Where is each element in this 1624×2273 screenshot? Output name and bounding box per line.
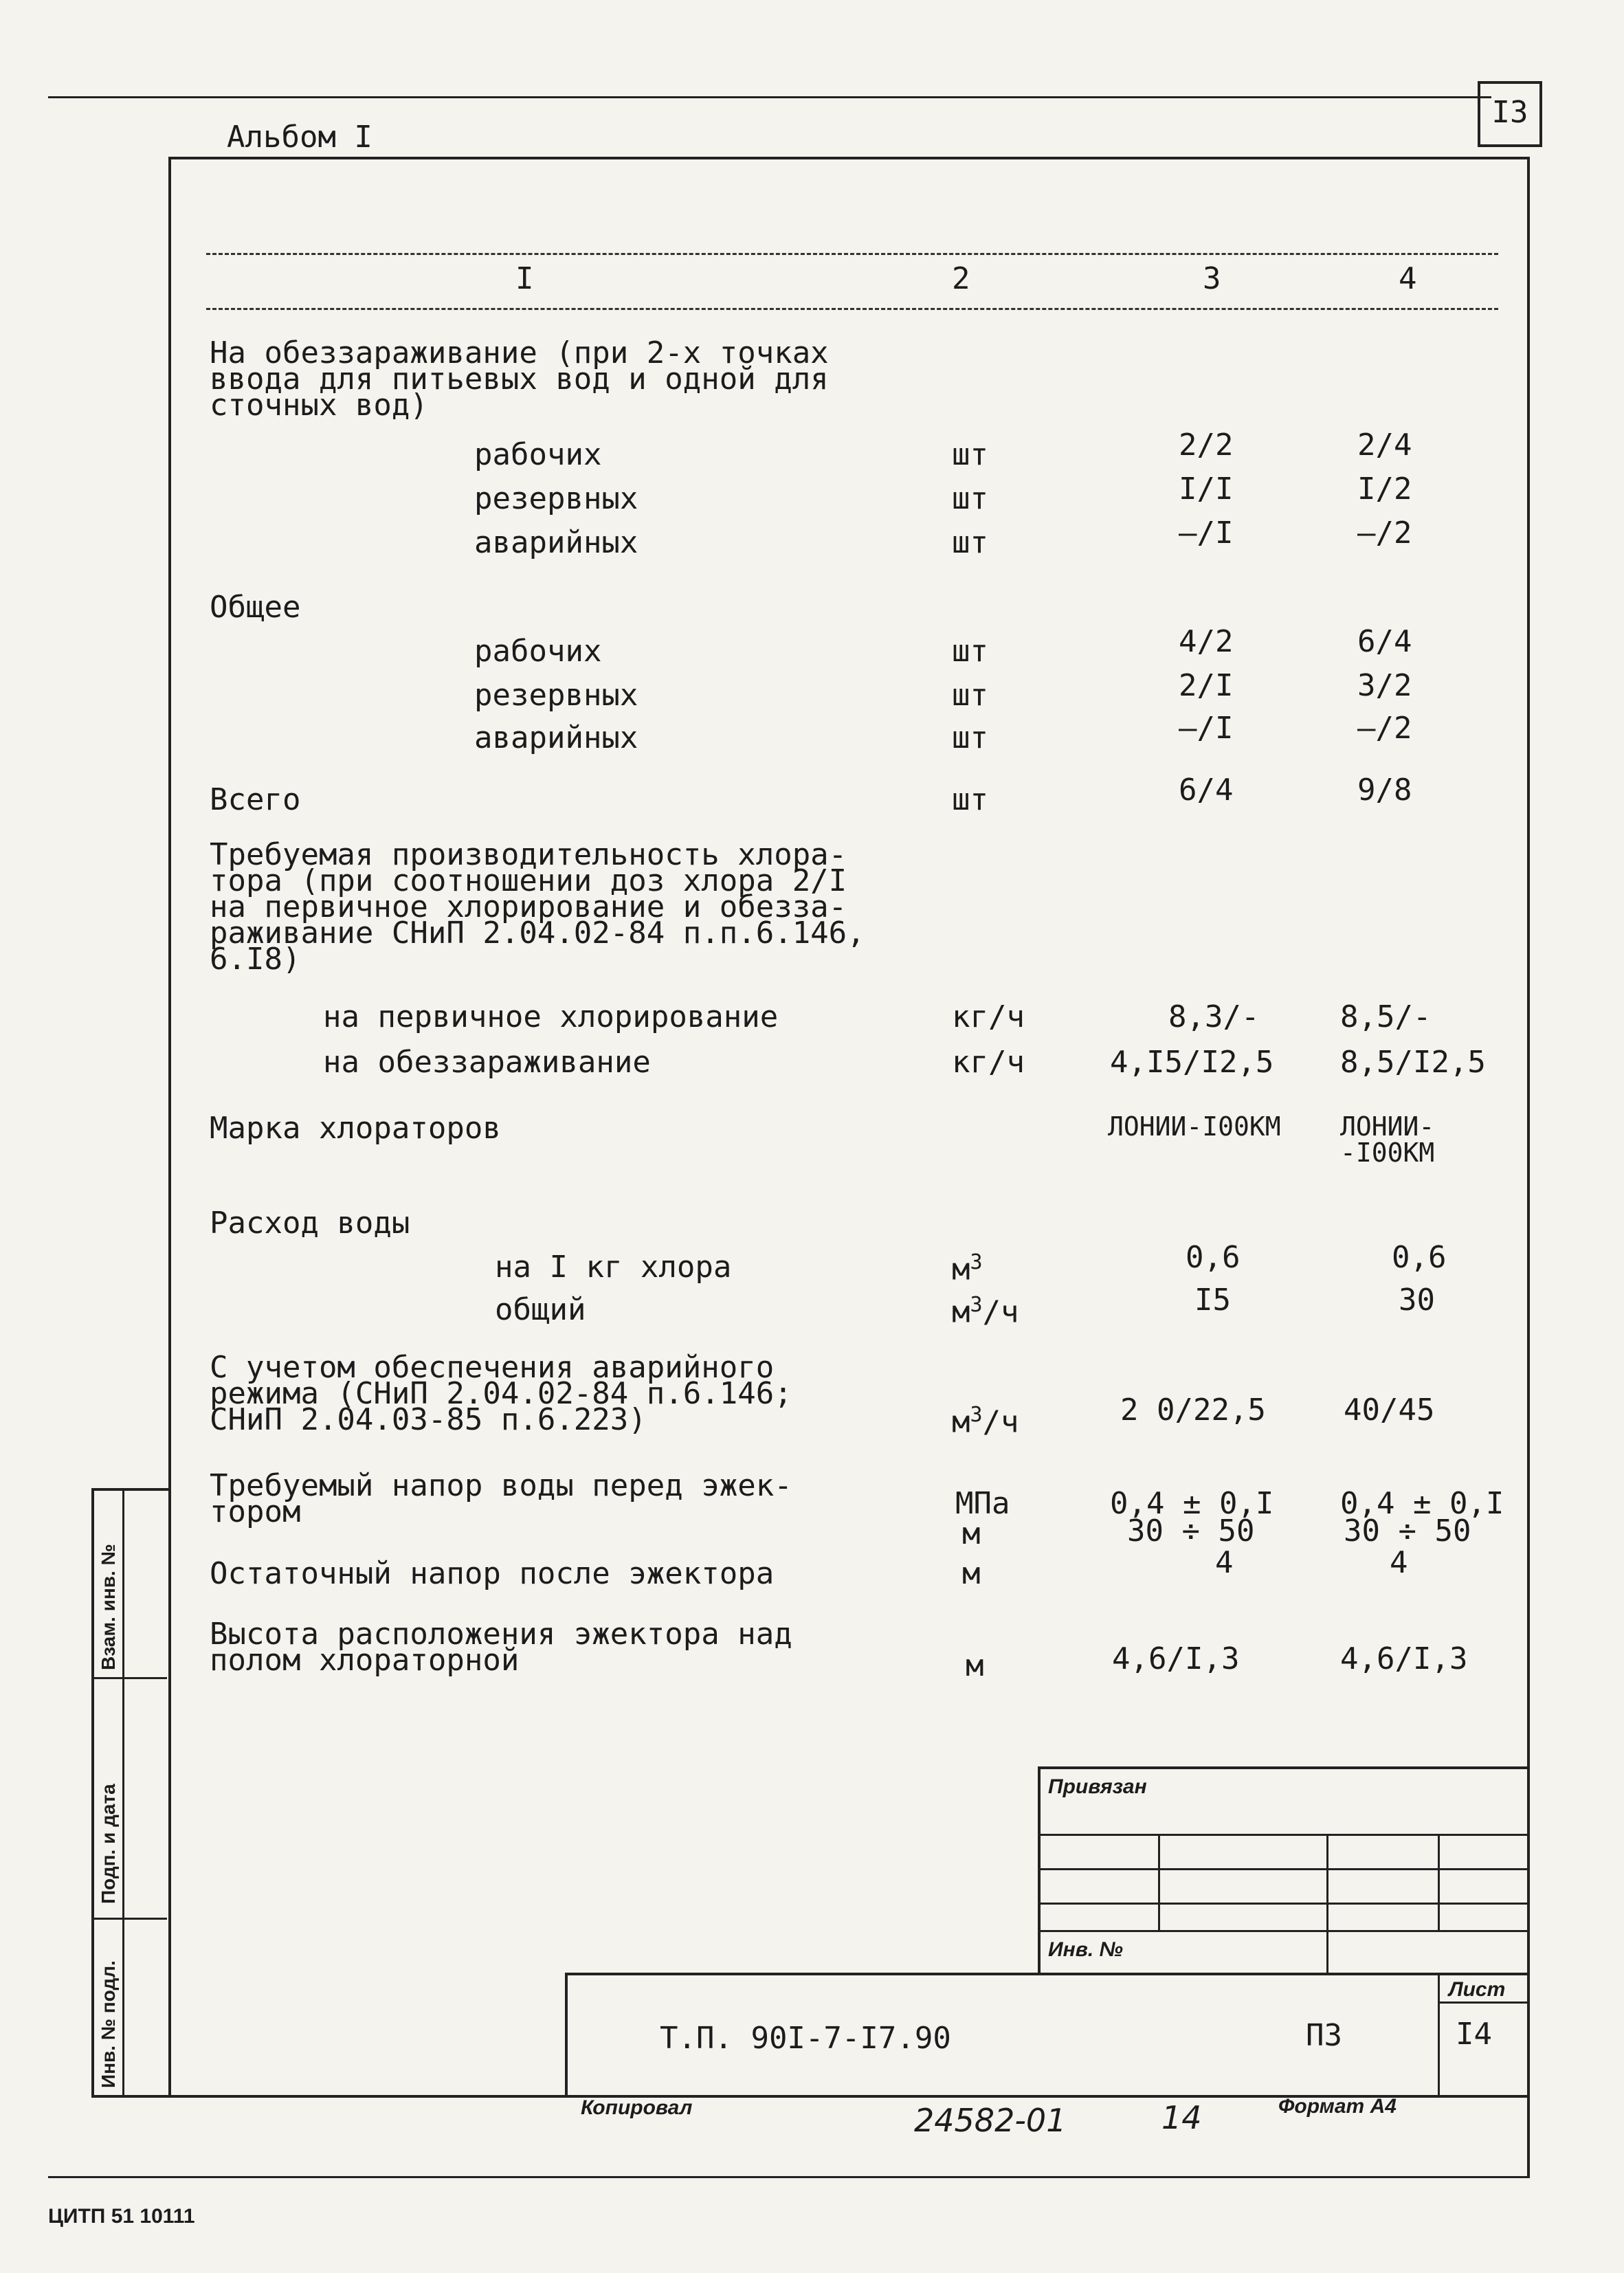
residual-head-title: Остаточный напор после эжектора	[210, 1556, 775, 1591]
row-label: рабочих	[474, 437, 602, 472]
required-head-title-2: тором	[210, 1494, 301, 1529]
col-header-1: I	[515, 261, 534, 296]
row-value-c3: 4/2	[1179, 624, 1234, 659]
total-unit: шт	[952, 782, 988, 817]
required-head-c4-line2: 30 ÷ 50	[1344, 1514, 1471, 1549]
ejector-height-title-1: Высота расположения эжектора над	[210, 1617, 792, 1652]
required-head-unit-1: МПа	[955, 1486, 1010, 1521]
album-label: Альбом I	[227, 120, 372, 155]
required-head-unit-2: м	[962, 1516, 981, 1551]
row-value-c4: 8,5/I2,5	[1340, 1045, 1486, 1080]
chlorinator-model-c3: ЛОНИИ-I00КМ	[1108, 1111, 1281, 1142]
emergency-value-c4: 40/45	[1344, 1393, 1435, 1428]
row-label: на первичное хлорирование	[323, 999, 779, 1034]
section-disinfection-title-2: ввода для питьевых вод и одной для	[210, 362, 829, 397]
row-unit: $м^3$	[952, 1250, 983, 1287]
row-value-c4: 2/4	[1357, 428, 1412, 463]
printer-mark: ЦИТП 51 10111	[48, 2205, 195, 2228]
side-stamp-sign-date: Подп. и дата	[98, 1784, 119, 1904]
row-value-c3: –/I	[1179, 515, 1234, 551]
residual-head-c4: 4	[1390, 1545, 1408, 1580]
emergency-title-2: режима (СНиП 2.04.02-84 п.6.146;	[210, 1376, 792, 1411]
row-unit: шт	[952, 634, 988, 669]
ejector-height-c4: 4,6/I,3	[1340, 1641, 1468, 1676]
binding-col-line-2	[1326, 1834, 1328, 1973]
row-value-c4: 8,5/-	[1340, 999, 1432, 1034]
total-title: Всего	[210, 782, 301, 817]
row-value-c3: 0,6	[1186, 1240, 1241, 1275]
row-value-c3: 2/I	[1179, 668, 1234, 703]
ejector-height-unit: м	[966, 1648, 984, 1683]
binding-col-line-3	[1438, 1834, 1440, 1930]
row-value-c3: –/I	[1179, 711, 1234, 746]
row-value-c3: I5	[1194, 1283, 1231, 1318]
required-head-c3-line2: 30 ÷ 50	[1127, 1514, 1255, 1549]
capacity-title-1: Требуемая производительность хлора-	[210, 837, 847, 872]
sheet-label-line	[1438, 2002, 1527, 2004]
row-value-c4: –/2	[1357, 515, 1412, 551]
col-header-4: 4	[1399, 261, 1417, 296]
row-unit: $м^3/ч$	[952, 1293, 1019, 1330]
title-block-divider	[1438, 1973, 1440, 2095]
row-label: резервных	[474, 678, 638, 713]
row-value-c3: 4,I5/I2,5	[1110, 1045, 1274, 1080]
row-label: на I кг хлора	[495, 1250, 732, 1285]
ejector-height-title-2: полом хлораторной	[210, 1643, 520, 1678]
binding-inv-label: Инв. №	[1048, 1938, 1123, 1961]
ejector-height-c3: 4,6/I,3	[1112, 1641, 1240, 1676]
section-disinfection-title-3: сточных вод)	[210, 388, 428, 423]
sheet-label: Лист	[1449, 1978, 1506, 2001]
side-stamp-original-inv: Инв. № подл.	[98, 1960, 119, 2088]
row-label: на обеззараживание	[323, 1045, 651, 1080]
handwritten-number: 24582-01	[914, 2102, 1067, 2139]
capacity-title-5: 6.I8)	[210, 942, 301, 977]
required-head-c4-line1: 0,4 ± 0,I	[1340, 1486, 1504, 1521]
top-rule	[48, 96, 1491, 98]
total-value-c3: 6/4	[1179, 773, 1234, 808]
row-unit: шт	[952, 525, 988, 560]
format-label: Формат А4	[1278, 2095, 1397, 2118]
row-value-c4: 3/2	[1357, 668, 1412, 703]
header-dash-top	[206, 253, 1498, 255]
binding-row-line-3	[1038, 1903, 1527, 1905]
side-stamp-divider	[122, 1488, 124, 2095]
water-consumption-title: Расход воды	[210, 1206, 410, 1241]
binding-row-line-4	[1038, 1930, 1527, 1932]
row-label: аварийных	[474, 525, 638, 560]
binding-row-line-1	[1038, 1834, 1527, 1836]
chlorinator-model-title: Марка хлораторов	[210, 1111, 501, 1146]
required-head-c3-line1: 0,4 ± 0,I	[1110, 1486, 1274, 1521]
document-section: ПЗ	[1306, 2018, 1342, 2053]
row-unit: кг/ч	[952, 999, 1025, 1034]
bottom-right-tick	[1527, 2095, 1530, 2177]
row-unit: кг/ч	[952, 1045, 1025, 1080]
row-unit: шт	[952, 678, 988, 713]
section-general-title: Общее	[210, 590, 301, 625]
row-unit: шт	[952, 437, 988, 472]
bottom-rule	[48, 2176, 1530, 2178]
row-value-c4: 0,6	[1392, 1240, 1447, 1275]
emergency-title-1: С учетом обеспечения аварийного	[210, 1350, 775, 1385]
side-stamp-sep-2	[91, 1918, 167, 1920]
row-unit: шт	[952, 481, 988, 516]
capacity-title-2: тора (при соотношении доз хлора 2/I	[210, 863, 847, 898]
header-dash-bottom	[206, 308, 1498, 310]
document-code: Т.П. 90I-7-I7.90	[660, 2021, 951, 2056]
chlorinator-model-c4-line1: ЛОНИИ-	[1340, 1111, 1435, 1142]
side-stamp-sep-1	[91, 1677, 167, 1679]
corner-sheet-number: I3	[1491, 95, 1528, 130]
row-label: общий	[495, 1292, 586, 1327]
side-stamp-replaced-inv: Взам. инв. №	[98, 1544, 119, 1670]
emergency-unit: $м^3/ч$	[952, 1403, 1019, 1440]
row-value-c4: 30	[1399, 1283, 1435, 1318]
row-value-c3: 8,3/-	[1168, 999, 1260, 1034]
frame-top	[168, 157, 1529, 159]
row-label: резервных	[474, 481, 638, 516]
row-value-c3: 2/2	[1179, 428, 1234, 463]
sheet-number: I4	[1456, 2017, 1492, 2052]
row-label: рабочих	[474, 634, 602, 669]
residual-head-unit: м	[962, 1556, 981, 1591]
section-disinfection-title-1: На обеззараживание (при 2-х точках	[210, 335, 829, 370]
capacity-title-3: на первичное хлорирование и обезза-	[210, 889, 847, 924]
corner-sheet-box	[1478, 81, 1542, 147]
copied-by-label: Копировал	[581, 2096, 693, 2119]
binding-label: Привязан	[1048, 1775, 1147, 1798]
binding-col-line-1	[1158, 1834, 1160, 1930]
binding-row-line-2	[1038, 1868, 1527, 1870]
residual-head-c3: 4	[1215, 1545, 1234, 1580]
required-head-title-1: Требуемый напор воды перед эжек-	[210, 1468, 792, 1503]
row-label: аварийных	[474, 720, 638, 755]
row-unit: шт	[952, 720, 988, 755]
emergency-value-c3: 2 0/22,5	[1120, 1393, 1266, 1428]
col-header-2: 2	[952, 261, 970, 296]
row-value-c4: I/2	[1357, 472, 1412, 507]
handwritten-page: 14	[1161, 2099, 1202, 2136]
row-value-c4: 6/4	[1357, 624, 1412, 659]
col-header-3: 3	[1203, 261, 1221, 296]
chlorinator-model-c4-line2: -I00КМ	[1340, 1138, 1435, 1168]
row-value-c3: I/I	[1179, 472, 1234, 507]
emergency-title-3: СНиП 2.04.03-85 п.6.223)	[210, 1402, 647, 1437]
row-value-c4: –/2	[1357, 711, 1412, 746]
capacity-title-4: раживание СНиП 2.04.02-84 п.п.6.146,	[210, 916, 865, 951]
total-value-c4: 9/8	[1357, 773, 1412, 808]
